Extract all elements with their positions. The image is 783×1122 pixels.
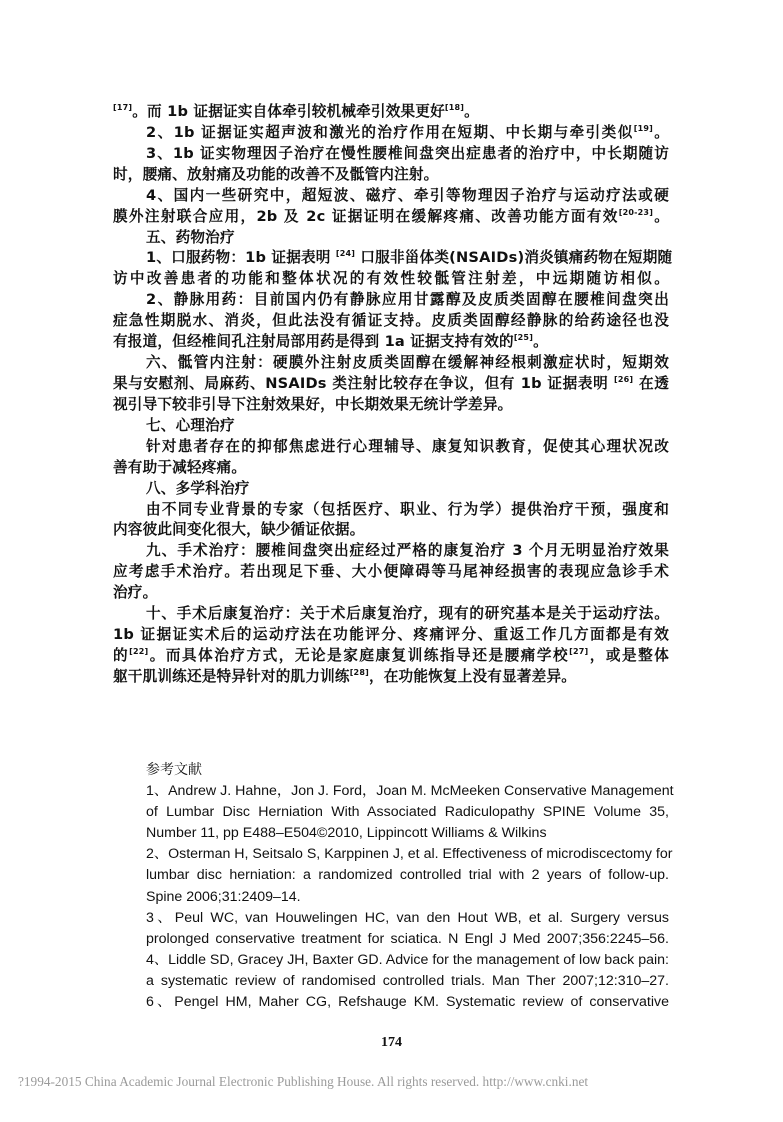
- references-section: [113, 760, 674, 1013]
- line-text: 3、1b 证实物理因子治疗在慢性腰椎间盘突出症患者的治疗中，中长期随访: [146, 144, 669, 162]
- text-line: [113, 520, 669, 541]
- line-text: 2、Osterman H, Seitsalo S, Karppinen J, et al. Effectiveness of microdiscectomy for: [146, 846, 673, 863]
- line-text: 躯干肌训练还是特异针对的肌力训练: [113, 667, 350, 685]
- citation-ref: [22]: [129, 646, 149, 656]
- line-text: 4、Liddle SD, Gracey JH, Baxter GD. Advice for the management of low back pain:: [146, 951, 669, 968]
- text-line: [113, 667, 669, 688]
- line-text: 2、静脉用药：目前国内仍有静脉应用甘露醇及皮质类固醇在腰椎间盘突出: [146, 291, 669, 309]
- reference-list: [113, 781, 674, 1013]
- text-line: [113, 165, 669, 186]
- line-text: 2、1b 证据证实超声波和激光的治疗作用在短期、中长期与牵引类似: [146, 123, 634, 141]
- citation-ref: [25]: [513, 333, 534, 343]
- copyright-footer: ?1994-2015 China Academic Journal Electronic Publishing House. All rights reserved. http://www.cnki.net: [18, 1074, 589, 1089]
- line-text: 症急性期脱水、消炎，但此法没有循证支持。皮质类固醇经静脉的给药途径也没: [113, 312, 669, 330]
- line-text: 3、Peul WC, van Houwelingen HC, van den Hout WB, et al. Surgery versus: [146, 909, 669, 926]
- line-text: 。: [652, 123, 669, 141]
- line-text: 。而具体治疗方式，无论是家庭康复训练指导还是腰痛学校: [148, 646, 570, 664]
- text-line: [113, 458, 669, 479]
- text-line: [113, 186, 669, 207]
- citation-ref: [27]: [569, 646, 589, 656]
- text-line: [113, 144, 669, 165]
- line-text: 在透: [633, 374, 669, 392]
- citation-ref: [26]: [614, 374, 634, 384]
- line-text: 七、心理治疗: [146, 416, 235, 434]
- text-line: [113, 908, 669, 929]
- references-heading: 参考文献: [146, 762, 202, 778]
- line-text: 九、手术治疗：腰椎间盘突出症经过严格的康复治疗 3 个月无明显治疗效果: [146, 542, 669, 560]
- line-text: 。: [464, 103, 479, 120]
- line-text: 由不同专业背景的专家（包括医疗、职业、行为学）提供治疗干预，强度和: [146, 500, 669, 518]
- citation-ref: [18]: [444, 103, 465, 112]
- text-line: [113, 583, 669, 604]
- text-line: [113, 562, 669, 583]
- page-number: 174: [381, 1035, 402, 1050]
- body-text: [113, 102, 673, 688]
- line-text: 善有助于减轻疼痛。: [113, 458, 247, 476]
- line-text: 应考虑手术治疗。若出现足下垂、大小便障碍等马尾神经损害的表现应急诊手术: [113, 563, 669, 581]
- text-line: [113, 102, 669, 123]
- line-text: lumbar disc herniation: a randomized controlled trial with 2 years of follow-up.: [146, 867, 669, 884]
- text-line: [113, 823, 669, 844]
- text-line: [113, 950, 669, 971]
- text-line: [113, 290, 669, 311]
- text-line: [113, 646, 669, 667]
- line-text: 治疗。: [113, 584, 158, 602]
- text-line: [113, 781, 674, 802]
- text-line: [113, 332, 669, 353]
- line-text: 果与安慰剂、局麻药、NSAIDs 类注射比较存在争议，但有 1b 证据表明: [113, 374, 615, 392]
- line-text: 八、多学科治疗: [146, 479, 250, 497]
- line-text: a systematic review of randomised controlled trials. Man Ther 2007;12:310–27.: [146, 972, 669, 989]
- text-line: [113, 311, 669, 332]
- line-text: 。而 1b 证据证实自体牵引较机械牵引效果更好: [132, 103, 445, 120]
- text-line: [113, 865, 669, 886]
- text-line: [113, 625, 669, 646]
- citation-ref: [20-23]: [618, 207, 654, 217]
- line-text: 时，腰痛、放射痛及功能的改善不及骶管内注射。: [113, 165, 439, 183]
- line-text: 口服非甾体类(NSAIDs)消炎镇痛药物在短期随: [355, 249, 673, 267]
- text-line: [113, 971, 669, 992]
- text-line: [113, 437, 669, 458]
- line-text: 有报道，但经椎间孔注射局部用药是得到 1a 证据支持有效的: [113, 333, 514, 351]
- text-line: [113, 802, 669, 823]
- line-text: 五、药物治疗: [146, 228, 235, 246]
- line-text: 1b 证据证实术后的运动疗法在功能评分、疼痛评分、重返工作几方面都是有效: [113, 626, 669, 644]
- text-line: [113, 604, 669, 625]
- text-line: [113, 207, 669, 228]
- text-line: [113, 416, 669, 437]
- text-line: [113, 123, 669, 144]
- text-line: [113, 479, 669, 500]
- line-text: ，或是整体: [588, 646, 670, 664]
- line-text: 访中改善患者的功能和整体状况的有效性较骶管注射差，中远期随访相似。: [113, 270, 669, 288]
- line-text: 视引导下较非引导下注射效果好，中长期效果无统计学差异。: [113, 395, 513, 413]
- citation-ref: [19]: [633, 123, 653, 133]
- text-line: [113, 353, 669, 374]
- text-line: [113, 395, 669, 416]
- line-text: prolonged conservative treatment for sciatica. N Engl J Med 2007;356:2245–56.: [146, 930, 669, 947]
- line-text: 内容彼此间变化很大，缺少循证依据。: [113, 521, 365, 539]
- citation-ref: [24]: [335, 249, 356, 259]
- text-line: [113, 541, 669, 562]
- line-text: ，在功能恢复上没有显著差异。: [368, 667, 577, 685]
- text-line: [113, 887, 669, 908]
- line-text: 针对患者存在的抑郁焦虑进行心理辅导、康复知识教育，促使其心理状况改: [146, 437, 669, 455]
- citation-ref: [17]: [113, 103, 133, 112]
- text-line: [113, 228, 669, 249]
- text-line: [113, 269, 669, 290]
- line-text: 。: [533, 333, 548, 351]
- line-text: 6、Pengel HM, Maher CG, Refshauge KM. Systematic review of conservative: [146, 994, 669, 1011]
- line-text: Number 11, pp E488–E504©2010, Lippincott Williams & Wilkins: [146, 825, 547, 842]
- text-line: [113, 374, 669, 395]
- line-text: 十、手术后康复治疗：关于术后康复治疗，现有的研究基本是关于运动疗法。: [146, 605, 669, 623]
- line-text: 。: [653, 207, 670, 225]
- line-text: 的: [113, 646, 130, 664]
- line-text: 4、国内一些研究中，超短波、磁疗、牵引等物理因子治疗与运动疗法或硬: [146, 186, 669, 204]
- text-line: [113, 500, 669, 521]
- line-text: of Lumbar Disc Herniation With Associated Radiculopathy SPINE Volume 35,: [146, 804, 669, 821]
- line-text: 膜外注射联合应用，2b 及 2c 证据证明在缓解疼痛、改善功能方面有效: [113, 207, 619, 225]
- line-text: 1、Andrew J. Hahne，Jon J. Ford，Joan M. McMeeken Conservative Management: [146, 783, 674, 800]
- text-line: [113, 248, 673, 269]
- line-text: 六、骶管内注射：硬膜外注射皮质类固醇在缓解神经根刺激症状时，短期效: [146, 354, 669, 372]
- line-text: 1、口服药物：1b 证据表明: [146, 249, 336, 267]
- text-line: [113, 844, 673, 865]
- citation-ref: [28]: [349, 667, 369, 677]
- text-line: [113, 992, 669, 1013]
- text-line: [113, 929, 669, 950]
- line-text: Spine 2006;31:2409–14.: [146, 888, 301, 905]
